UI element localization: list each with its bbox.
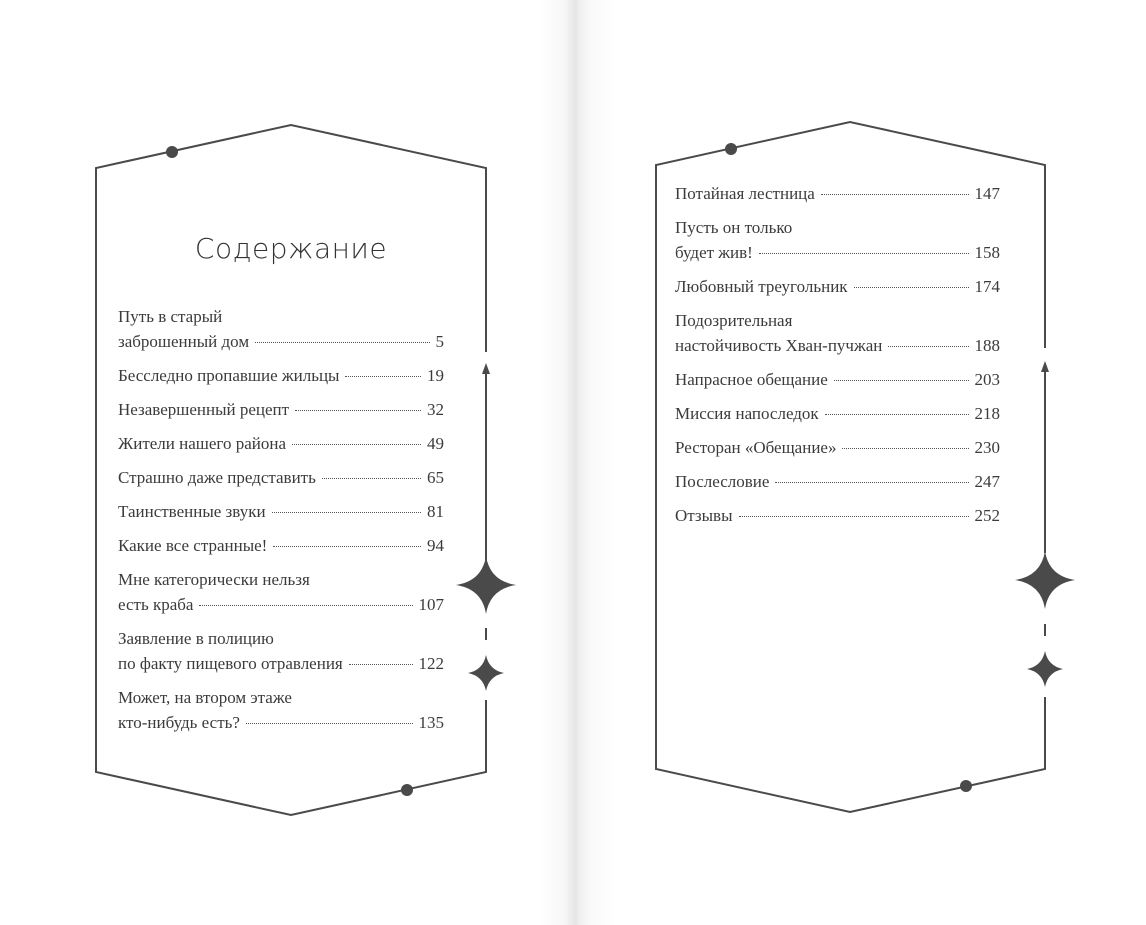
toc-entry-title-line: Заявление в полицию (118, 629, 274, 648)
toc-entry[interactable] (118, 431, 444, 456)
toc-entry[interactable] (118, 533, 444, 558)
toc-entry-row (118, 710, 444, 735)
toc-entry-title: кто-нибудь есть? (118, 713, 240, 732)
toc-entry-row (675, 181, 1000, 206)
toc-entry-row (675, 240, 1000, 265)
toc-entry-title: Таинственные звуки (118, 502, 266, 521)
toc-entry[interactable] (675, 435, 1000, 460)
toc-entry-row (675, 274, 1000, 299)
toc-entry-row (118, 465, 444, 490)
toc-entry-title-line: Подозрительная (675, 311, 793, 330)
four-point-star-icon (1015, 551, 1075, 609)
dot-leader (834, 380, 969, 381)
toc-entry-title-line: Может, на втором этаже (118, 688, 292, 707)
toc-entry-title: Незавершенный рецепт (118, 400, 290, 419)
toc-entry-page-number: 230 (974, 438, 1000, 457)
four-point-star-icon (468, 655, 504, 691)
toc-entry-page-number: 158 (974, 243, 1000, 262)
toc-entry-title: по факту пищевого отравления (118, 654, 343, 673)
toc-entry-title: Миссия напоследок (675, 404, 819, 423)
arrow-up-icon (1041, 361, 1049, 372)
toc-entry[interactable] (118, 685, 444, 735)
toc-entry-page-number: 247 (974, 472, 1000, 491)
toc-entry-title: настойчивость Хван-пучжан (675, 336, 883, 355)
toc-entry[interactable] (118, 304, 444, 354)
dot-leader (775, 482, 968, 483)
toc-entry-row (118, 363, 444, 388)
dot-leader (888, 346, 968, 347)
toc-entry-page-number: 94 (427, 536, 444, 555)
toc-entry-page-number: 174 (974, 277, 1000, 296)
toc-entry-title: Любовный треугольник (675, 277, 848, 296)
toc-entry-row (675, 503, 1000, 528)
toc-entry-page-number: 135 (418, 713, 444, 732)
toc-right-list (675, 181, 1000, 537)
toc-entry[interactable] (675, 503, 1000, 528)
toc-entry-title: Бесследно пропавшие жильцы (118, 366, 340, 385)
dot-leader (345, 376, 421, 377)
toc-entry-page-number: 32 (427, 400, 444, 419)
dot-leader (246, 723, 413, 724)
four-point-star-icon (1027, 651, 1063, 687)
dot-leader (842, 448, 968, 449)
toc-entry-page-number: 122 (418, 654, 444, 673)
toc-entry[interactable] (675, 469, 1000, 494)
toc-entry-row (118, 499, 444, 524)
toc-entry-row (118, 397, 444, 422)
dot-leader (295, 410, 421, 411)
dot-icon (960, 780, 972, 792)
dot-leader (854, 287, 969, 288)
toc-entry[interactable] (675, 308, 1000, 358)
arrow-up-icon (482, 363, 490, 374)
toc-entry-row (675, 469, 1000, 494)
toc-entry-title: Ресторан «Обещание» (675, 438, 837, 457)
toc-entry-page-number: 107 (418, 595, 444, 614)
dot-leader (825, 414, 969, 415)
toc-entry[interactable] (118, 397, 444, 422)
dot-icon (166, 146, 178, 158)
toc-entry-page-number: 65 (427, 468, 444, 487)
toc-entry-title: Страшно даже представить (118, 468, 316, 487)
toc-entry[interactable] (118, 626, 444, 676)
toc-entry[interactable] (118, 363, 444, 388)
toc-entry[interactable] (675, 367, 1000, 392)
toc-entry-title: Потайная лестница (675, 184, 815, 203)
dot-leader (292, 444, 421, 445)
dot-icon (725, 143, 737, 155)
toc-entry-title: Напрасное обещание (675, 370, 828, 389)
dot-leader (349, 664, 413, 665)
toc-entry[interactable] (118, 465, 444, 490)
toc-entry-title: есть краба (118, 595, 194, 614)
toc-entry-title-line: Мне категорически нельзя (118, 570, 310, 589)
dot-leader (759, 253, 969, 254)
dot-leader (739, 516, 969, 517)
dot-leader (255, 342, 429, 343)
toc-entry-title: Послесловие (675, 472, 770, 491)
dot-leader (199, 605, 412, 606)
toc-entry-page-number: 81 (427, 502, 444, 521)
toc-entry-page-number: 19 (427, 366, 444, 385)
toc-entry-page-number: 188 (974, 336, 1000, 355)
dot-leader (322, 478, 421, 479)
toc-entry-row (118, 431, 444, 456)
toc-entry-title: Какие все странные! (118, 536, 268, 555)
toc-entry[interactable] (675, 401, 1000, 426)
toc-entry-title: Отзывы (675, 506, 733, 525)
toc-entry[interactable] (118, 567, 444, 617)
toc-entry-row (675, 333, 1000, 358)
dot-icon (401, 784, 413, 796)
toc-entry-page-number: 5 (435, 332, 444, 351)
toc-entry-row (675, 435, 1000, 460)
dot-leader (273, 546, 421, 547)
toc-entry-title-line: Путь в старый (118, 307, 223, 326)
toc-entry-page-number: 252 (974, 506, 1000, 525)
toc-entry-title: Жители нашего района (118, 434, 286, 453)
toc-entry[interactable] (675, 181, 1000, 206)
toc-entry-page-number: 49 (427, 434, 444, 453)
toc-entry-row (118, 592, 444, 617)
toc-entry-row (118, 329, 444, 354)
toc-entry-row (118, 651, 444, 676)
toc-entry[interactable] (675, 215, 1000, 265)
toc-entry-title: заброшенный дом (118, 332, 250, 351)
toc-entry-row (675, 367, 1000, 392)
dot-leader (272, 512, 421, 513)
toc-entry-row (118, 533, 444, 558)
toc-entry-page-number: 218 (974, 404, 1000, 423)
dot-leader (821, 194, 969, 195)
page-title: Содержание (194, 232, 388, 265)
toc-left-list (118, 304, 444, 744)
toc-entry[interactable] (675, 274, 1000, 299)
toc-entry-row (675, 401, 1000, 426)
toc-entry-title: будет жив! (675, 243, 753, 262)
toc-entry[interactable] (118, 499, 444, 524)
four-point-star-icon (456, 556, 516, 614)
toc-entry-page-number: 203 (974, 370, 1000, 389)
toc-entry-title-line: Пусть он только (675, 218, 793, 237)
toc-entry-page-number: 147 (974, 184, 1000, 203)
